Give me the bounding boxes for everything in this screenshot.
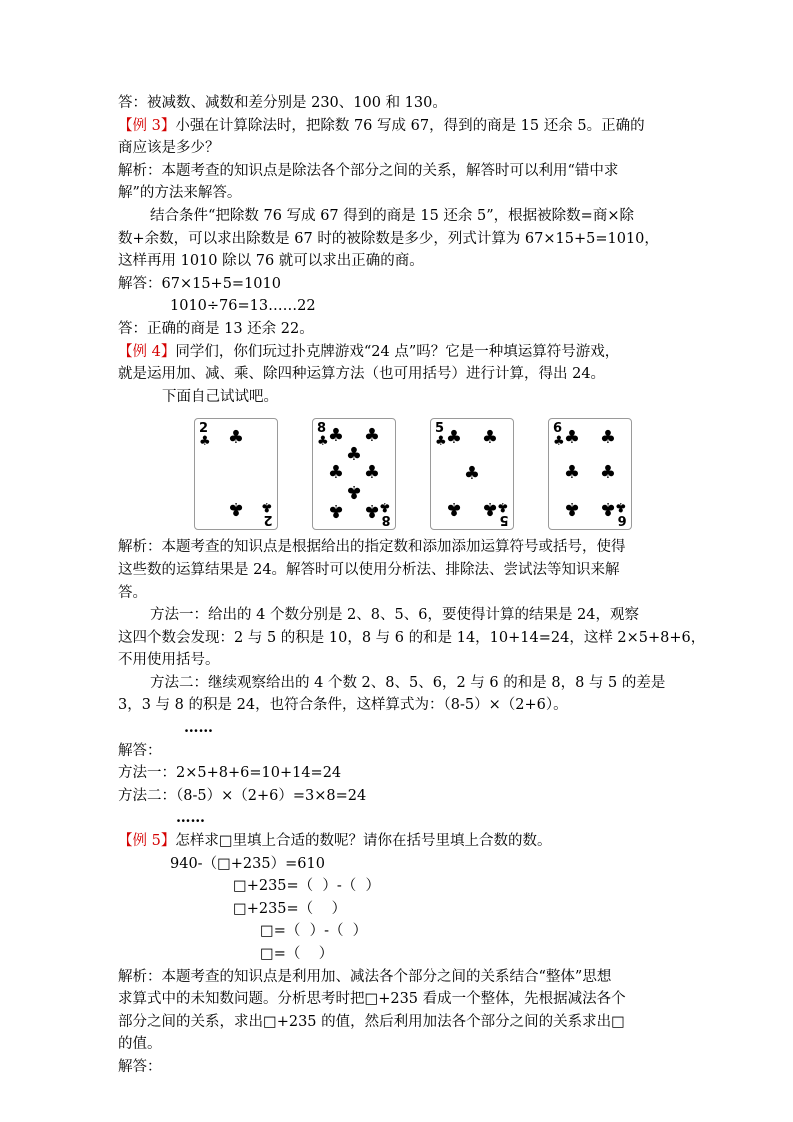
club-icon: ♣ (563, 498, 581, 520)
example-5-tag: 【例 5】 (118, 833, 176, 850)
club-icon: ♣ (463, 463, 481, 485)
playing-card-5 (430, 418, 514, 530)
document-page (118, 92, 706, 1079)
card-rank: 2 ♣ (199, 421, 211, 450)
playing-card-8 (312, 418, 396, 530)
card-rank: 8 ♣ (317, 421, 329, 450)
club-icon: ♣ (227, 498, 245, 520)
text-line: 就是运用加、减、乘、除四种运算方法（也可用括号）进行计算，得出 24。 (118, 366, 606, 383)
text-line: 数+余数，可以求出除数是 67 时的被除数是多少，列式计算为 67×15+5=1010， (118, 230, 659, 247)
solution-line: 方法二：（8-5）×（2+6）=3×8=24 (118, 787, 367, 804)
club-icon: ♣ (363, 462, 381, 484)
text-line: 答。 (118, 584, 147, 601)
text-line: 解”的方法来解答。 (118, 185, 242, 202)
solution-line: 方法一：2×5+8+6=10+14=24 (118, 765, 342, 782)
text-line: 部分之间的关系，求出□+235 的值，然后利用加法各个部分之间的关系求出□ (118, 1013, 625, 1030)
club-icon: ♣ (599, 462, 617, 484)
club-icon: ♣ (345, 481, 363, 503)
text-line: 解析：本题考查的知识点是除法各个部分之间的关系，解答时可以利用“错中求 (118, 162, 619, 179)
example-3-question: 【例 3】小强在计算除法时，把除数 76 写成 67，得到的商是 15 还余 5。正确的 (118, 117, 645, 134)
equation-line: □=（ ）-（ ） (260, 923, 368, 940)
text-line: 方法二：继续观察给出的 4 个数 2、8、5、6，2 与 6 的和是 8，8 与 5 的差是 (150, 674, 666, 691)
solution-label: 解答： (118, 742, 162, 759)
club-icon: ♣ (327, 500, 345, 522)
club-icon: ♣ (227, 427, 245, 449)
text-line: 3，3 与 8 的积是 24，也符合条件，这样算式为：（8-5）×（2+6）。 (118, 697, 568, 714)
club-icon: ♣ (327, 462, 345, 484)
club-icon: ♣ (363, 500, 381, 522)
club-icon: ♣ (563, 462, 581, 484)
card-rank: 8 ♣ (379, 499, 391, 528)
text-line: 下面自己试试吧。 (162, 388, 278, 405)
club-icon: ♣ (445, 427, 463, 449)
text-line: 这些数的运算结果是 24。解答时可以使用分析法、排除法、尝试法等知识来解 (118, 561, 620, 578)
card-rank: 6 ♣ (553, 421, 565, 450)
club-icon: ♣ (481, 427, 499, 449)
ellipsis: …… (184, 719, 213, 737)
equation-line: □+235=（ ）-（ ） (233, 878, 381, 895)
club-icon: ♣ (345, 444, 363, 466)
equation-line: □=（ ） (260, 946, 334, 962)
club-icon: ♣ (445, 498, 463, 520)
club-icon: ♣ (327, 425, 345, 447)
solution-line: 解答：67×15+5=1010 (118, 275, 281, 292)
ellipsis: …… (176, 809, 205, 827)
text-line: 这样再用 1010 除以 76 就可以求出正确的商。 (118, 253, 424, 270)
text-line: 这四个数会发现：2 与 5 的积是 10，8 与 6 的和是 14，10+14=24，这样 2×5+8+6， (118, 629, 706, 646)
text-line: 解析：本题考查的知识点是利用加、减法各个部分之间的关系结合“整体”思想 (118, 968, 612, 985)
text-line: 结合条件“把除数 76 写成 67 得到的商是 15 还余 5”，根据被除数=商×除 (150, 207, 634, 224)
club-icon: ♣ (363, 425, 381, 447)
card-rank: 6 ♣ (615, 499, 627, 528)
example-4-question: 【例 4】同学们，你们玩过扑克牌游戏“24 点”吗？它是一种填运算符号游戏， (118, 343, 620, 360)
club-icon: ♣ (599, 427, 617, 449)
example-3-tag: 【例 3】 (118, 117, 176, 134)
text-line: 不用使用括号。 (118, 652, 220, 669)
club-icon: ♣ (563, 427, 581, 449)
text-line: 方法一：给出的 4 个数分别是 2、8、5、6，要使得计算的结果是 24，观察 (150, 607, 640, 624)
answer-line: 答：正确的商是 13 还余 22。 (118, 320, 314, 337)
text-line: 解析：本题考查的知识点是根据给出的指定数和添加添加运算符号或括号，使得 (118, 539, 626, 556)
card-rank: 5 ♣ (497, 499, 509, 528)
equation-line: □+235=（ ） (233, 900, 347, 917)
text-line: 商应该是多少？ (118, 140, 220, 157)
playing-card-6 (548, 418, 632, 530)
solution-line: 1010÷76=13……22 (170, 298, 316, 315)
text-line: 的值。 (118, 1036, 162, 1053)
playing-card-2 (194, 418, 278, 530)
example-4-tag: 【例 4】 (118, 343, 176, 360)
card-rank: 5 ♣ (435, 421, 447, 450)
text-line: 求算式中的未知数问题。分析思考时把□+235 看成一个整体，先根据减法各个 (118, 991, 626, 1008)
club-icon: ♣ (599, 498, 617, 520)
playing-cards (118, 412, 678, 534)
card-rank: 2 ♣ (261, 499, 273, 528)
solution-label: 解答： (118, 1058, 162, 1075)
example-5-question: 【例 5】怎样求□里填上合适的数呢？请你在括号里填上合数的数。 (118, 833, 552, 850)
answer-line: 答：被减数、减数和差分别是 230、100 和 130。 (118, 95, 447, 111)
equation-line: 940-（□+235）=610 (170, 855, 325, 872)
club-icon: ♣ (481, 498, 499, 520)
